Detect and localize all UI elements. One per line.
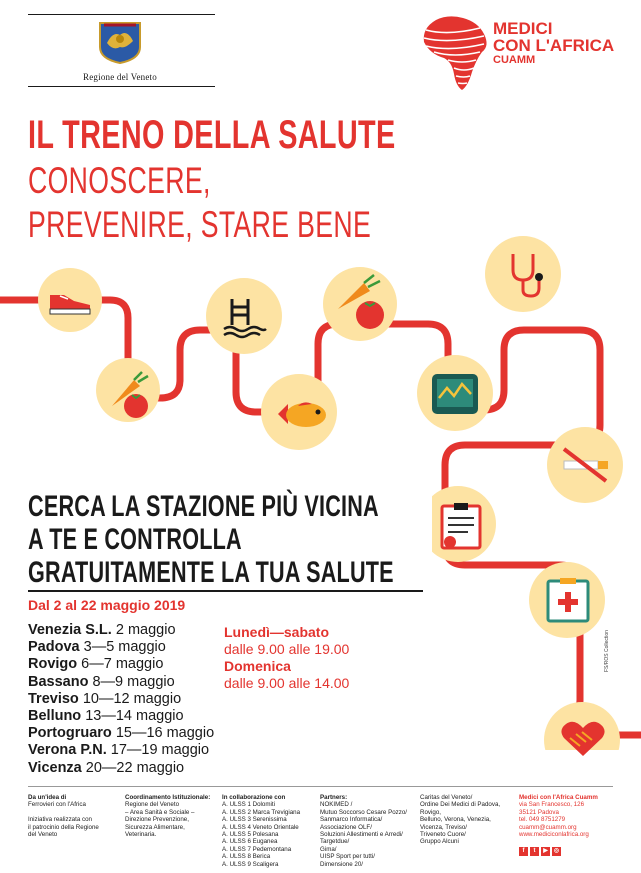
org-name-line2: CON L'AFRICA	[493, 36, 615, 55]
footer-col-idea: Da un'idea di Ferrovieri con l'Africa Iniziativa realizzata con il patrocinio della Regione del Veneto	[28, 794, 99, 839]
cta-line1: CERCA LA STAZIONE PIÙ VICINA	[28, 490, 379, 523]
regione-veneto-crest-icon	[95, 19, 145, 65]
footer-col-contacts: Medici con l'Africa Cuamm via San Francesco, 126 35121 Padova tel. 049 8751279 cuamm@cuamm.org www.mediciconlafrica.org	[519, 794, 598, 839]
list-item: Venezia S.L. 2 maggio	[28, 622, 176, 638]
cta-line2: A TE E CONTROLLA	[28, 523, 242, 556]
opening-hours	[224, 624, 349, 692]
cta-rule	[28, 590, 423, 592]
footer-col-partners: Partners: NOKIMED / Mutuo Soccorso Cesare Pozzo/ Sanmarco Informatica/ Associazione OLF/ Soluzioni Allestimenti e Arredi/ Targetdue/ Gima/ UISP Sport per tutti/ Dimensione 20/	[320, 794, 408, 868]
handshake-heart-icon	[558, 720, 608, 760]
header-rule	[28, 14, 215, 15]
list-item: Belluno 13—14 maggio	[28, 708, 184, 725]
youtube-icon[interactable]: ▶	[541, 847, 550, 856]
list-item: Padova 3—5 maggio	[28, 639, 166, 656]
weekday-time: dalle 9.00 alle 19.00	[224, 641, 350, 657]
sunday-time: dalle 9.00 alle 14.00	[224, 675, 350, 691]
cta-line3: GRATUITAMENTE LA TUA SALUTE	[28, 556, 394, 589]
twitter-icon[interactable]: t	[530, 847, 539, 856]
africa-logo-icon	[418, 12, 498, 94]
footer-col-collaborazione: In collaborazione con A. ULSS 1 Dolomiti A. ULSS 2 Marca Trevigiana A. ULSS 3 Serenissima A. ULSS 4 Veneto Orientale A. ULSS 5 Polesana A. ULSS 6 Euganea A. ULSS 7 Pedemontana A. ULSS 8 Berica A. ULSS 9 Scaligera	[222, 794, 301, 868]
header-rule-bottom	[28, 86, 215, 87]
regione-label: Regione del Veneto	[83, 72, 157, 82]
facebook-icon[interactable]: f	[519, 847, 528, 856]
subtitle-line1: CONOSCERE,	[28, 160, 211, 201]
pool-ladder-icon	[222, 297, 268, 339]
date-range: Dal 2 al 22 maggio 2019	[28, 597, 186, 613]
fish-icon	[274, 398, 328, 432]
photo-credit: FS/ROS Collection	[604, 630, 610, 672]
sneaker-icon	[46, 283, 94, 317]
subtitle-line2: PREVENIRE, STARE BENE	[28, 204, 372, 245]
social-icons	[519, 839, 563, 857]
cta-heading	[28, 490, 394, 589]
org-name-line1: MEDICI	[493, 19, 553, 38]
org-name	[493, 20, 614, 67]
carrot-tomato-icon	[104, 370, 154, 418]
list-item: Rovigo 6—7 maggio	[28, 656, 164, 673]
first-aid-icon	[545, 578, 591, 624]
medical-chart-icon	[438, 502, 484, 550]
stations-list	[28, 622, 214, 777]
list-item: Verona P.N. 17—19 maggio	[28, 742, 210, 759]
sunday-label: Domenica	[224, 658, 291, 674]
footer-rule	[28, 786, 613, 787]
heart-monitor-icon	[430, 372, 480, 416]
page-title: IL TRENO DELLA SALUTE	[28, 113, 396, 157]
list-item: Portogruaro 15—16 maggio	[28, 725, 215, 742]
footer-col-partners-2: Caritas del Veneto/ Ordine Dei Medici di Padova, Rovigo, Belluno, Verona, Venezia, Vicenza, Treviso/ Triveneto Cuore/ Gruppo Alcuni	[420, 794, 501, 846]
stethoscope-icon	[505, 250, 545, 300]
list-item: Vicenza 20—22 maggio	[28, 759, 185, 776]
weekday-label: Lunedì—sabato	[224, 624, 330, 640]
list-item: Treviso 10—12 maggio	[28, 690, 182, 707]
instagram-icon[interactable]: ◎	[553, 848, 560, 854]
list-item: Bassano 8—9 maggio	[28, 673, 175, 690]
footer-col-coordinamento: Coordinamento Istituzionale: Regione del Veneto – Area Sanità e Sociale – Direzione Prevenzione, Sicurezza Alimentare, Veterinaria.	[125, 794, 211, 839]
org-name-line3: CUAMM	[493, 54, 536, 66]
carrot-tomato-icon	[334, 273, 386, 333]
no-smoking-icon	[560, 445, 612, 485]
